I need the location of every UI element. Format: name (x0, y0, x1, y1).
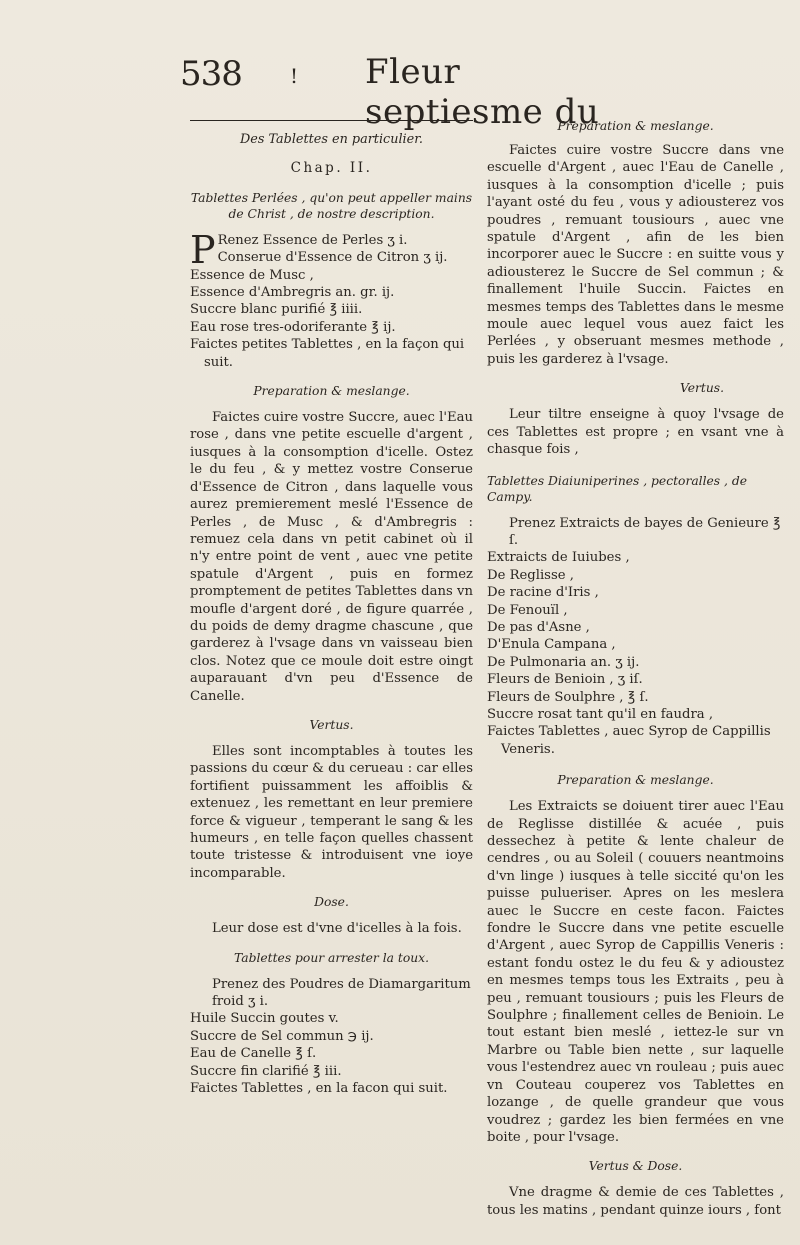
right-column (487, 118, 784, 1219)
vertus-dose-heading: Vertus & Dose. (588, 1159, 683, 1174)
chapter-heading: Chap. II. (290, 160, 373, 177)
vertus-text: Leur tiltre enseigne à quoy l'vsage de ces Tablettes est propre ; en vsant vne à chasque fois , (487, 407, 784, 458)
ingredient-line: De Reglisse , (487, 567, 574, 583)
section-title: Des Tablettes en particulier. (240, 132, 423, 147)
ingredient-line: Succre rosat tant qu'il en faudra , (487, 706, 714, 722)
ingredient-line: Essence d'Ambregris an. gr. ij. (190, 285, 395, 301)
preparation-text: Faictes cuire vostre Succre, auec l'Eau rose , dans vne petite escuelle d'argent , iusques à la consomption d'icelle. Ostez le du feu , & y mettez vostre Conserue d'Essence de Citron , dans laquelle vous aurez premierement meslé l'Essence de Perles , de Musc , & d'Ambregris : remuez cela dans vn petit cabinet où il n'y entre point de vent , auec vne petite spatule d'Argent , puis en formez promptement de petites Tablettes dans vn moufle d'argent doré , de figure quarrée , du poids de demy dragme chascune , que garderez à l'vsage dans vn vaisseau bien clos. Notez que ce moule doit estre oingt auparauant d'vn peu d'Essence de Canelle. (190, 410, 473, 704)
ingredient-line: Fleurs de Soulphre , ℥ ſ. (487, 689, 649, 705)
ingredient-line: Prenez des Poudres de Diamargaritum froid ʒ i. (212, 976, 471, 1010)
vertus-heading: Vertus. (309, 717, 354, 732)
ingredient-line: Faictes Tablettes , auec Syrop de Cappillis Veneris. (487, 724, 771, 757)
vertus-heading: Vertus. (680, 381, 724, 396)
ingredient-list-diaiuniperines (487, 515, 784, 759)
left-column (190, 112, 473, 1097)
ingredient-line: Succre fin clarifié ℥ iii. (190, 1063, 342, 1079)
running-title: Fleur septiesme du (365, 52, 600, 132)
ingredient-line: De pas d'Asne , (487, 619, 590, 635)
ingredient-line: De Fenouïl , (487, 602, 568, 618)
ingredient-line: Essence de Musc , (190, 267, 314, 283)
recipe-title-toux: Tablettes pour arrester la toux. (234, 950, 429, 965)
ingredient-line: Huile Succin goutes v. (190, 1011, 339, 1027)
dose-heading: Dose. (314, 895, 349, 910)
vertus-dose-text: Vne dragme & demie de ces Tablettes , tous les matins , pendant quinze iours , font (487, 1185, 784, 1218)
preparation-heading: Preparation & meslange. (557, 773, 714, 788)
preparation-heading: Preparation & meslange. (557, 119, 714, 133)
ingredient-line: Succre blanc purifié ℥ iiii. (190, 302, 363, 318)
dose-text: Leur dose est d'vne d'icelles à la fois. (212, 921, 462, 937)
ingredient-line: Fleurs de Benioin , ʒ iſ. (487, 672, 643, 688)
preparation-heading: Preparation & meslange. (253, 384, 410, 399)
header-mark: ! (290, 64, 299, 88)
ingredient-line: Faictes petites Tablettes , en la façon qui suit. (190, 337, 465, 370)
recipe-title-diaiuniperines: Tablettes Diaiuniperines , pectoralles , de Campy. (487, 473, 747, 504)
ingredient-line: Conserue d'Essence de Citron ʒ ij. (217, 250, 448, 266)
preparation-text: Faictes cuire vostre Succre dans vne escuelle d'Argent , auec l'Eau de Canelle , iusques à la consomption d'icelle ; puis l'ayant osté du feu , vous y adiousterez vos poudres , remuant tousiours , auec vne spatule d'Argent , afin de les bien incorporer auec le Succre : en suitte vous y adiousterez le Succre de Sel commun ; & finallement l'huile Succin. Faictes en mesmes temps des Tablettes dans le mesme moule auec lequel vous auez faict les Perlées , y obseruant mesmes methode , puis les garderez à l'vsage. (487, 143, 784, 367)
ingredient-line: Eau rose tres-odoriferante ℥ ij. (190, 319, 396, 335)
page-number: 538 (180, 54, 242, 94)
ingredient-line: De racine d'Iris , (487, 585, 599, 601)
recipe-title-perlees: Tablettes Perlées , qu'on peut appeller mains de Christ , de nostre description. (190, 190, 473, 221)
header-rule (190, 120, 473, 121)
ingredient-list-perlees (190, 227, 473, 371)
preparation-text: Les Extraicts se doiuent tirer auec l'Eau de Reglisse distillée & acuée , puis dessechez à petite & lente chaleur de cendres , ou au Soleil ( couuers neantmoins d'vn linge ) iusques à telle siccité qu'on les puisse pulueriser. Apres on les meslera auec le Succre en ceste facon. Faictes fondre le Succre dans vne petite escuelle d'Argent , auec Syrop de Cappillis Veneris : estant fondu ostez le du feu & y adioustez en mesmes temps tous les Extraits , peu à peu , remuant tousiours ; puis les Fleurs de Soulphre ; finallement celles de Benioin. Le tout estant bien meslé , iettez-le sur vn Marbre ou Table bien nette , sur laquelle vous l'estendrez auec vn rouleau ; puis auec vn Couteau couperez vos Tablettes en lozange , de quelle grandeur que vous voudrez ; gardez les bien fermées en vne boite , pour l'vsage. (487, 799, 784, 1145)
ingredient-line: Eau de Canelle ℥ ſ. (190, 1046, 317, 1062)
page-header (180, 52, 640, 132)
ingredient-line: Prenez Extraicts de bayes de Genieure ℥ ſ. (509, 515, 781, 548)
ingredient-line: Succre de Sel commun ℈ ij. (190, 1028, 374, 1044)
ingredient-line: De Pulmonaria an. ʒ ij. (487, 654, 640, 670)
ingredient-line: PRenez Essence de Perles ʒ i. (190, 227, 408, 272)
vertus-text: Elles sont incomptables à toutes les passions du cœur & du cerueau : car elles fortifient puissamment les affoiblis & extenuez , les remettant en leur premiere force & vigueur , temperant le sang & les humeurs , en telle façon quelles chassent toute tristesse & introduisent vne ioye incomparable. (190, 743, 473, 881)
ingredient-line: D'Enula Campana , (487, 637, 616, 653)
ingredient-list-toux (190, 976, 473, 1098)
ingredient-line: Extraicts de Iuiubes , (487, 550, 630, 566)
ingredient-line: Faictes Tablettes , en la facon qui suit. (190, 1081, 448, 1097)
